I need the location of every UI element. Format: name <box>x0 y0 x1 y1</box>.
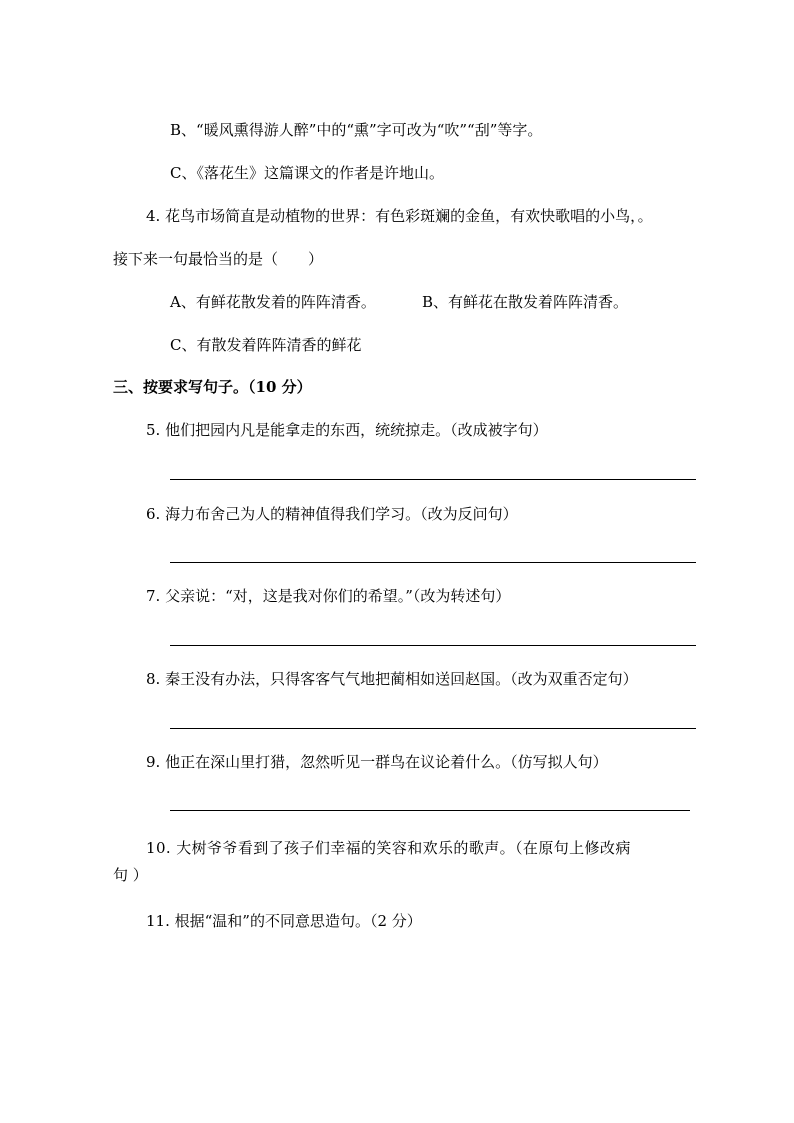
question-7: 7. 父亲说：“对，这是我对你们的希望。”（改为转述句） <box>146 587 511 605</box>
q4-option-c: C、有散发着阵阵清香的鲜花 <box>170 336 362 354</box>
question-10-line1: 10. 大树爷爷看到了孩子们幸福的笑容和欢乐的歌声。（在原句上修改病 <box>146 839 631 857</box>
answer-line-7[interactable] <box>170 645 696 646</box>
answer-line-5[interactable] <box>170 479 696 480</box>
q4-stem-line1: 4. 花鸟市场简直是动植物的世界：有色彩斑斓的金鱼，有欢快歌唱的小鸟，。 <box>146 207 653 225</box>
q4-option-a: A、有鲜花散发着的阵阵清香。 <box>170 293 376 311</box>
question-6: 6. 海力布舍己为人的精神值得我们学习。（改为反问句） <box>146 505 518 523</box>
question-9: 9. 他正在深山里打猎，忽然听见一群鸟在议论着什么。（仿写拟人句） <box>146 753 608 771</box>
q4-option-b: B、有鲜花在散发着阵阵清香。 <box>422 293 629 311</box>
answer-line-8[interactable] <box>170 728 696 729</box>
question-10-line2: 句 ） <box>113 866 148 884</box>
q3-option-b: B、“暖风熏得游人醉”中的“熏”字可改为“吹”“刮”等字。 <box>170 121 543 139</box>
question-8: 8. 秦王没有办法，只得客客气气地把蔺相如送回赵国。（改为双重否定句） <box>146 670 638 688</box>
question-5: 5. 他们把园内凡是能拿走的东西，统统掠走。（改成被字句） <box>146 421 548 439</box>
q4-stem-line2: 接下来一句最恰当的是（ ） <box>113 250 324 268</box>
question-11: 11. 根据“温和”的不同意思造句。（2 分） <box>146 912 422 930</box>
answer-line-6[interactable] <box>170 562 696 563</box>
section-title: 三、按要求写句子。（10 分） <box>113 378 312 396</box>
answer-line-9[interactable] <box>170 810 690 811</box>
q3-option-c: C、《落花生》这篇课文的作者是许地山。 <box>170 164 444 182</box>
